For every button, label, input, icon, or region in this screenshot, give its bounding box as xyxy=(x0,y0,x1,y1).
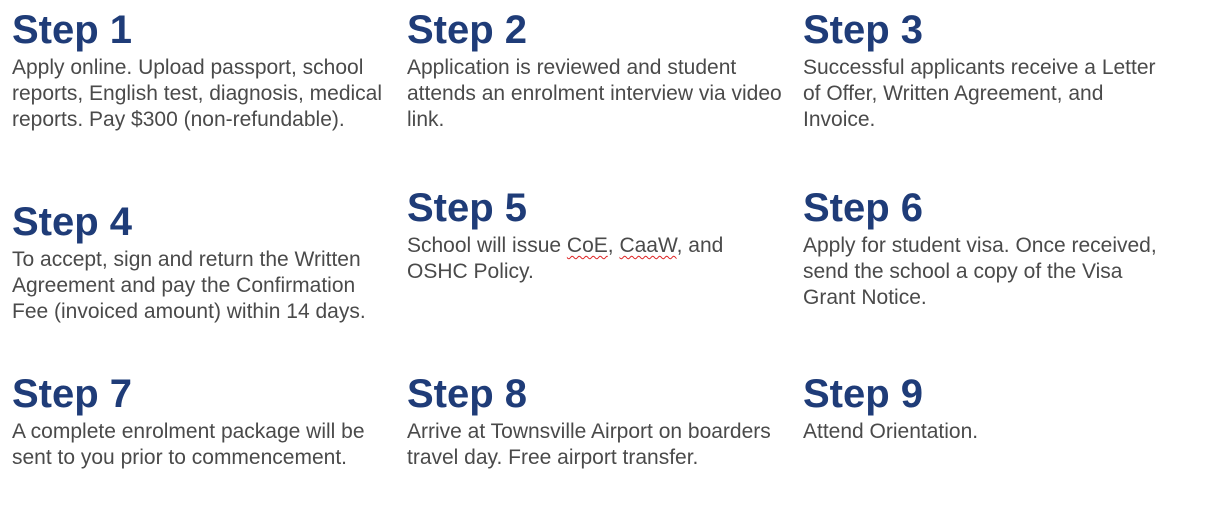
step-7-body: A complete enrolment package will be sent to you prior to commencement. xyxy=(12,420,365,469)
step-4-title: Step 4 xyxy=(12,200,133,244)
step-8 xyxy=(407,374,782,471)
step-9-title: Step 9 xyxy=(803,372,924,416)
step-3-title: Step 3 xyxy=(803,8,924,52)
step-8-body: Arrive at Townsville Airport on boarders travel day. Free airport transfer. xyxy=(407,420,771,469)
step-9-body: Attend Orientation. xyxy=(803,420,979,443)
step-5 xyxy=(407,188,782,285)
step-1-title: Step 1 xyxy=(12,8,133,52)
step-7-title: Step 7 xyxy=(12,372,133,416)
step-6 xyxy=(803,188,1178,311)
step-4 xyxy=(12,202,387,325)
step-5-body-sep: , xyxy=(607,234,620,257)
step-3-body: Successful applicants receive a Letter of Offer, Written Agreement, and Invoice. xyxy=(803,56,1156,131)
step-5-body-pre: School will issue xyxy=(407,234,567,257)
step-1 xyxy=(12,10,387,133)
step-4-body: To accept, sign and return the Written Agreement and pay the Confirmation Fee (invoiced amount) within 14 days. xyxy=(12,248,366,323)
step-5-title: Step 5 xyxy=(407,186,528,230)
step-2-title: Step 2 xyxy=(407,8,528,52)
step-9 xyxy=(803,374,1178,445)
step-3 xyxy=(803,10,1178,133)
step-7 xyxy=(12,374,387,471)
coe-misspelled-word: CoE xyxy=(566,234,608,257)
step-1-body: Apply online. Upload passport, school reports, English test, diagnosis, medical reports. Pay $300 (non-refundable). xyxy=(12,56,383,131)
step-6-body: Apply for student visa. Once received, send the school a copy of the Visa Grant Notice. xyxy=(803,234,1157,309)
step-8-title: Step 8 xyxy=(407,372,528,416)
step-5-body xyxy=(407,233,782,285)
step-6-title: Step 6 xyxy=(803,186,924,230)
caaw-misspelled-word: CaaW xyxy=(619,234,677,257)
step-2 xyxy=(407,10,782,133)
step-2-body: Application is reviewed and student attends an enrolment interview via video link. xyxy=(407,56,782,131)
step-5-body-post: , and OSHC Policy. xyxy=(407,234,724,283)
